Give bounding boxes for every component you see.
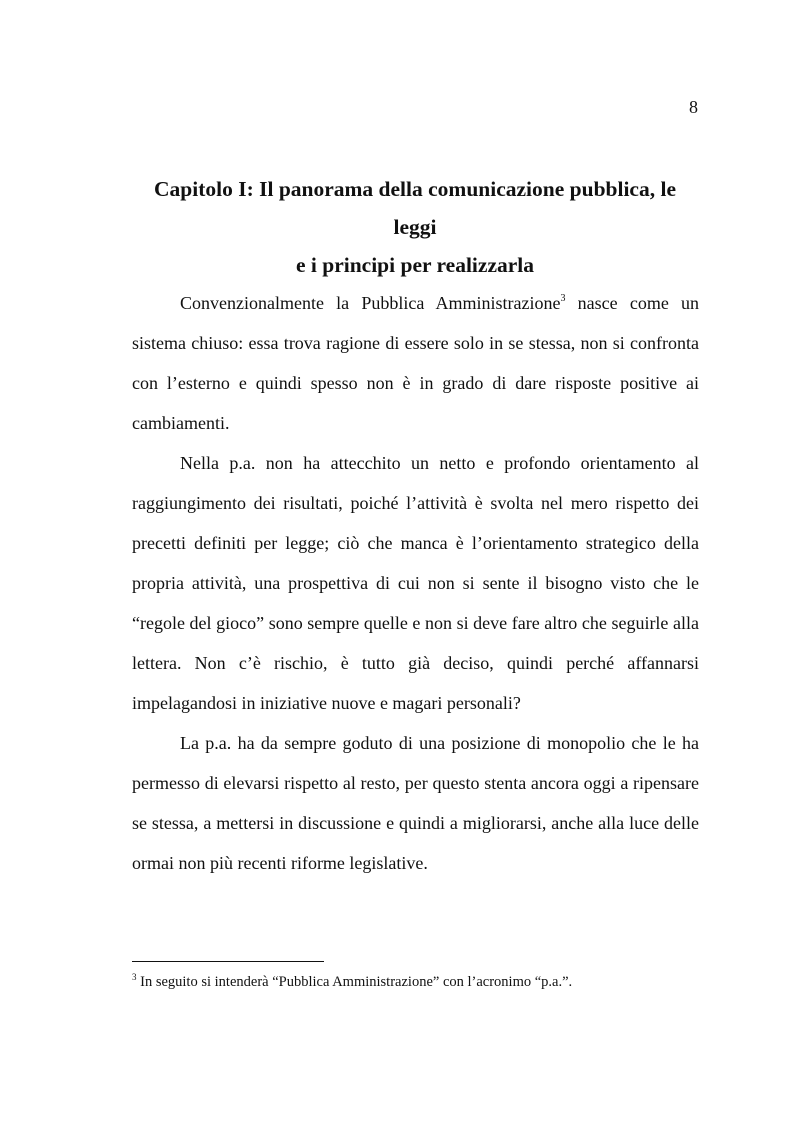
footnote — [132, 972, 699, 992]
paragraph-2: Nella p.a. non ha attecchito un netto e profondo orientamento al raggiungimento dei risultati, poiché l’attività è svolta nel mero rispetto dei precetti definiti per legge; ciò che manca è l’orientamento strategico della propria attività, una prospettiva di cui non si sente il bisogno visto che le “regole del gioco” sono sempre quelle e non si deve fare altro che seguirle alla lettera. Non c’è rischio, è tutto già deciso, quindi perché affannarsi impelagandosi in iniziative nuove e magari personali? — [132, 453, 699, 713]
paragraph-1 — [132, 283, 699, 443]
body-text — [132, 283, 699, 883]
footnote-marker: 3 — [132, 972, 137, 982]
paragraph-1-rest: nasce come un sistema chiuso: essa trova ragione di essere solo in se stessa, non si confronta con l’esterno e quindi spesso non è in grado di dare risposte positive ai cambiamenti. — [132, 293, 699, 433]
footnote-text: In seguito si intenderà “Pubblica Amministrazione” con l’acronimo “p.a.”. — [136, 974, 573, 990]
footnote-reference: 3 — [560, 293, 566, 304]
paragraph-1-start: Convenzionalmente la Pubblica Amministrazione — [180, 293, 561, 313]
paragraph-3: La p.a. ha da sempre goduto di una posizione di monopolio che le ha permesso di elevarsi rispetto al resto, per questo stenta ancora oggi a ripensare se stessa, a mettersi in discussione e quindi a migliorarsi, anche alla luce delle ormai non più recenti riforme legislative. — [132, 733, 699, 873]
page-number: 8 — [689, 97, 698, 117]
footnote-divider — [132, 961, 324, 962]
chapter-title — [131, 170, 699, 284]
chapter-title-line-2: e i principi per realizzarla — [295, 253, 535, 277]
chapter-title-line-1: Capitolo I: Il panorama della comunicazione pubblica, le leggi — [153, 177, 676, 239]
